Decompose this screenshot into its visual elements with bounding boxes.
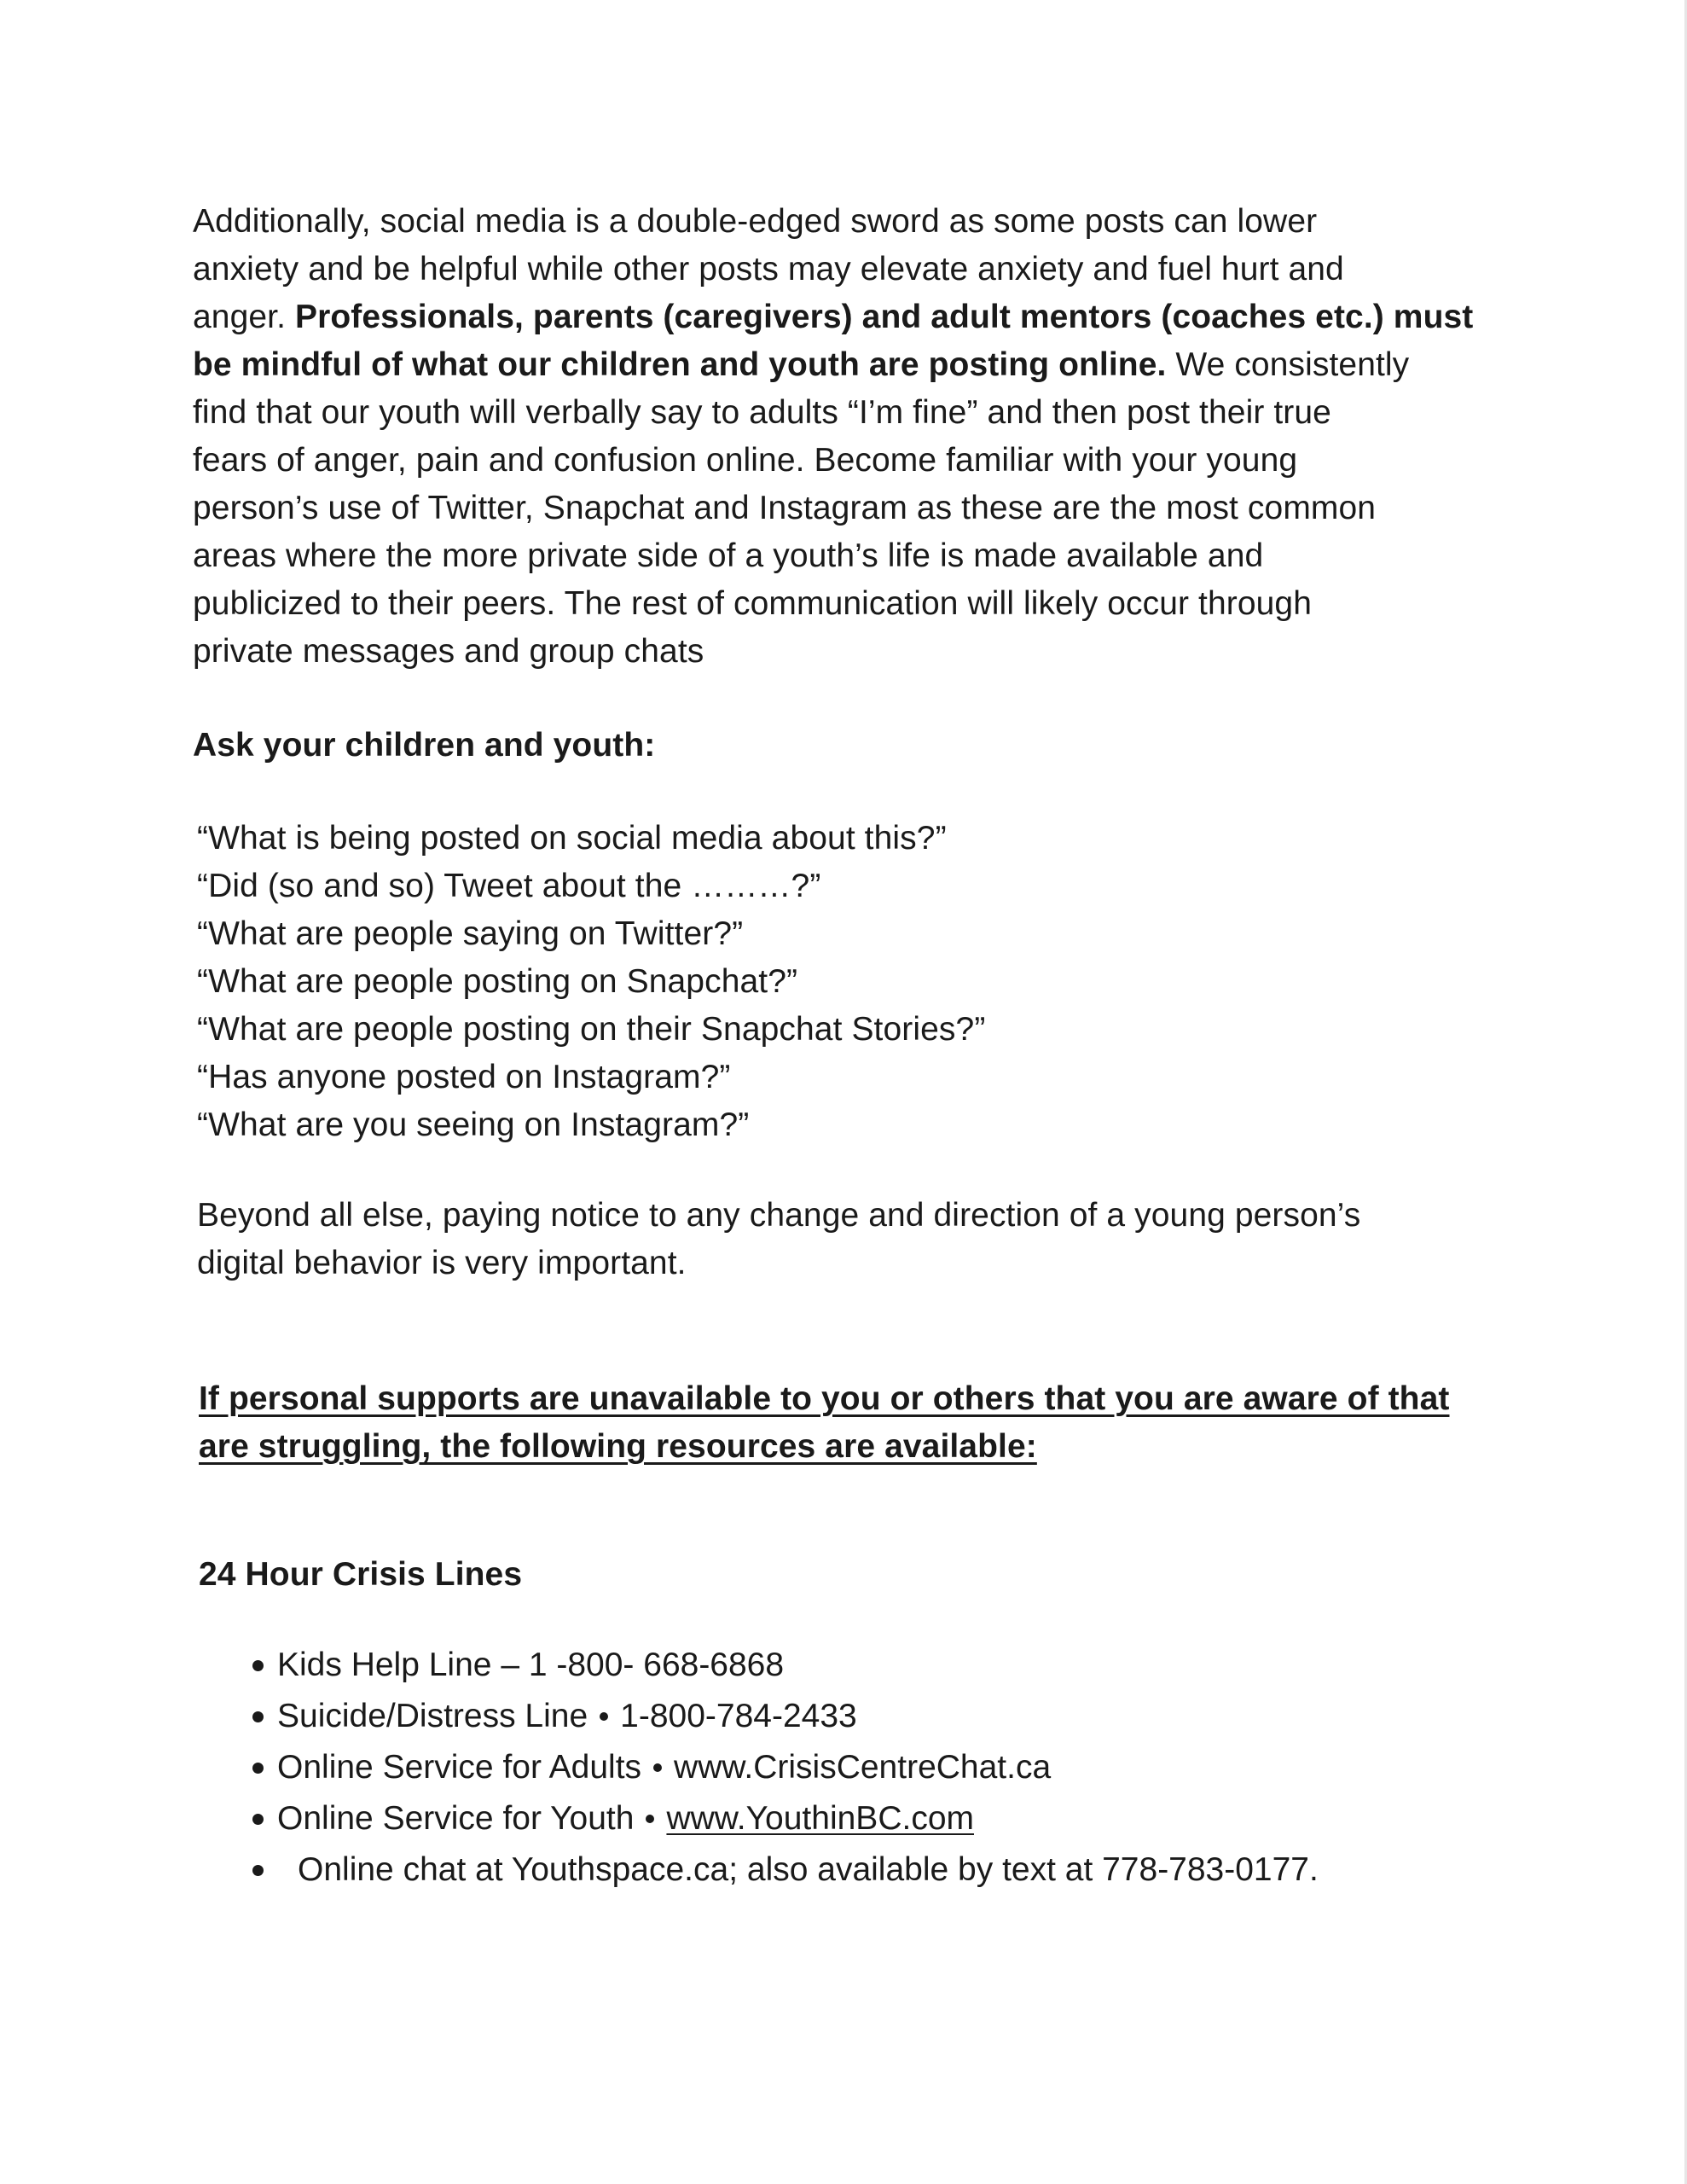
beyond-line: digital behavior is very important. [197, 1245, 687, 1281]
intro-line [193, 293, 1506, 341]
intro-line: person’s use of Twitter, Snapchat and Instagram as these are the most common [193, 490, 1377, 526]
resource-name: Online Service for Adults [277, 1749, 642, 1786]
resource-kids-help-line [252, 1640, 1574, 1691]
youthinbc-link[interactable]: www.YouthinBC.com [666, 1800, 974, 1837]
bullet-icon [252, 1660, 264, 1671]
resource-name: Online Service for Youth [277, 1800, 635, 1837]
resource-name: Online chat at Youthspace.ca; also available by text at 778-783-0177. [298, 1851, 1319, 1888]
bullet-icon [252, 1865, 264, 1876]
crisis-lines-heading: 24 Hour Crisis Lines [199, 1556, 523, 1593]
bullet-icon [252, 1711, 264, 1722]
intro-emphasis: be mindful of what our children and youth are posting online. [193, 346, 1167, 383]
resource-youthspace-chat [252, 1844, 1574, 1896]
question-item: “Did (so and so) Tweet about the ………?” [197, 868, 821, 904]
intro-line: publicized to their peers. The rest of communication will likely occur through [193, 585, 1313, 622]
resource-name: Suicide/Distress Line [277, 1698, 588, 1734]
intro-text: We consistently [1166, 346, 1410, 383]
ask-heading: Ask your children and youth: [193, 727, 656, 764]
beyond-paragraph [197, 1192, 1476, 1287]
intro-line: find that our youth will verbally say to adults “I’m fine” and then post their true [193, 394, 1331, 431]
question-item: “What are people posting on their Snapchat Stories?” [197, 1011, 986, 1048]
intro-line: Additionally, social media is a double-edged sword as some posts can lower [193, 203, 1318, 240]
resource-detail: www.CrisisCentreChat.ca [674, 1749, 1052, 1786]
resources-heading-line: If personal supports are unavailable to you or others that you are aware of that [199, 1380, 1450, 1417]
intro-text: anger. [193, 299, 295, 335]
intro-emphasis: Professionals, parents (caregivers) and adult mentors (coaches etc.) must [294, 299, 1474, 335]
resources-heading-line: are struggling, the following resources are available: [199, 1428, 1037, 1465]
separator-dot-icon [600, 1712, 608, 1721]
intro-line: anxiety and be helpful while other posts may elevate anxiety and fuel hurt and [193, 251, 1344, 288]
intro-line: fears of anger, pain and confusion online. Become familiar with your young [193, 442, 1298, 479]
beyond-line: Beyond all else, paying notice to any change and direction of a young person’s [197, 1197, 1361, 1234]
resources-heading [199, 1375, 1529, 1471]
intro-line [193, 341, 1506, 389]
bullet-icon [252, 1814, 264, 1825]
resource-online-youth [252, 1793, 1574, 1844]
intro-line: areas where the more private side of a youth’s life is made available and [193, 537, 1264, 574]
question-item: “What is being posted on social media about this?” [197, 820, 947, 857]
question-item: “What are people posting on Snapchat?” [197, 963, 798, 1000]
intro-line: private messages and group chats [193, 633, 704, 670]
question-item: “What are people saying on Twitter?” [197, 915, 744, 952]
separator-dot-icon [646, 1815, 654, 1823]
question-item: “What are you seeing on Instagram?” [197, 1107, 750, 1143]
resource-online-adults [252, 1742, 1574, 1793]
question-item: “Has anyone posted on Instagram?” [197, 1059, 731, 1095]
resource-suicide-distress-line [252, 1691, 1574, 1742]
intro-paragraph [193, 198, 1506, 676]
bullet-icon [252, 1763, 264, 1774]
resource-detail: 1-800-784-2433 [620, 1698, 857, 1734]
resources-list [252, 1640, 1574, 1896]
question-list [197, 815, 1391, 1149]
separator-dot-icon [653, 1763, 662, 1772]
resource-name: Kids Help Line – 1 -800- 668-6868 [277, 1647, 785, 1683]
